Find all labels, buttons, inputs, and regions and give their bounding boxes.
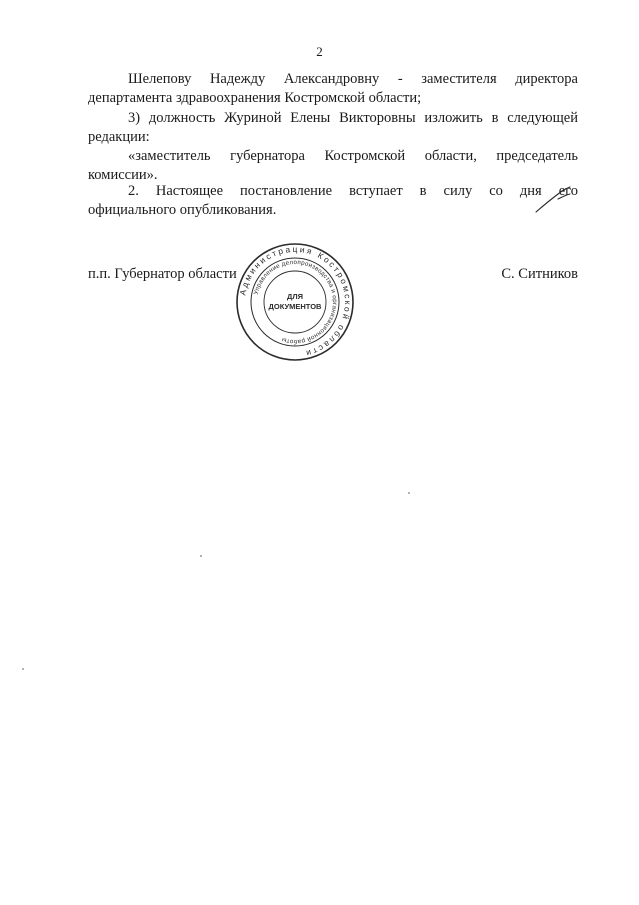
word: директора bbox=[515, 71, 578, 87]
word: 3) bbox=[128, 110, 141, 126]
paragraph-1-line-2: департамента здравоохранения Костромской области; bbox=[88, 90, 422, 106]
paragraph-3 bbox=[88, 147, 578, 185]
paragraph-1-line-1 bbox=[88, 70, 578, 89]
word: Надежду bbox=[209, 71, 266, 87]
word: Настоящее bbox=[155, 183, 224, 199]
word: заместителя bbox=[421, 71, 497, 87]
word: «заместитель bbox=[128, 148, 211, 164]
scan-speck bbox=[22, 668, 24, 670]
word: области, bbox=[424, 148, 477, 164]
word: председатель bbox=[496, 148, 578, 164]
paragraph-2-line-1 bbox=[88, 109, 578, 128]
paragraph-2 bbox=[88, 109, 578, 147]
word: в bbox=[491, 110, 499, 126]
word: его bbox=[558, 183, 578, 199]
stamp-center-line-2: ДОКУМЕНТОВ bbox=[268, 302, 322, 311]
round-stamp bbox=[234, 241, 356, 363]
word: губернатора bbox=[230, 148, 305, 164]
word: силу bbox=[443, 183, 473, 199]
word: изложить bbox=[424, 110, 483, 126]
paragraph-2-line-2: редакции: bbox=[88, 129, 150, 145]
word: Журиной bbox=[224, 110, 282, 126]
word: Шелепову bbox=[128, 71, 192, 87]
word: Елены bbox=[290, 110, 331, 126]
word: дня bbox=[519, 183, 542, 199]
word: - bbox=[397, 71, 403, 87]
signature-title: п.п. Губернатор области bbox=[88, 266, 237, 282]
page-number: 2 bbox=[316, 44, 323, 59]
paragraph-4 bbox=[88, 182, 578, 220]
word: в bbox=[419, 183, 427, 199]
stamp-outer-text: Администрация Костромской области bbox=[237, 243, 354, 360]
scan-speck bbox=[408, 492, 410, 494]
word: Костромской bbox=[324, 148, 406, 164]
signature-scribble bbox=[532, 185, 574, 215]
word: следующей bbox=[507, 110, 578, 126]
word: должность bbox=[148, 110, 216, 126]
stamp-inner-text: Управление делопроизводства и организационной работы bbox=[252, 258, 339, 346]
paragraph-4-line-1 bbox=[88, 182, 578, 201]
stamp-center-line-1: ДЛЯ bbox=[287, 292, 303, 301]
scan-speck bbox=[200, 555, 202, 557]
word: Александровну bbox=[283, 71, 380, 87]
signature-name: С. Ситников bbox=[501, 266, 578, 282]
paragraph-3-line-2: комиссии». bbox=[88, 167, 158, 183]
paragraph-1 bbox=[88, 70, 578, 108]
word: со bbox=[489, 183, 503, 199]
word: постановление bbox=[240, 183, 333, 199]
word: Викторовны bbox=[339, 110, 416, 126]
word: вступает bbox=[349, 183, 403, 199]
paragraph-4-line-2: официального опубликования. bbox=[88, 202, 277, 218]
word: 2. bbox=[128, 183, 139, 199]
paragraph-3-line-1 bbox=[88, 147, 578, 166]
